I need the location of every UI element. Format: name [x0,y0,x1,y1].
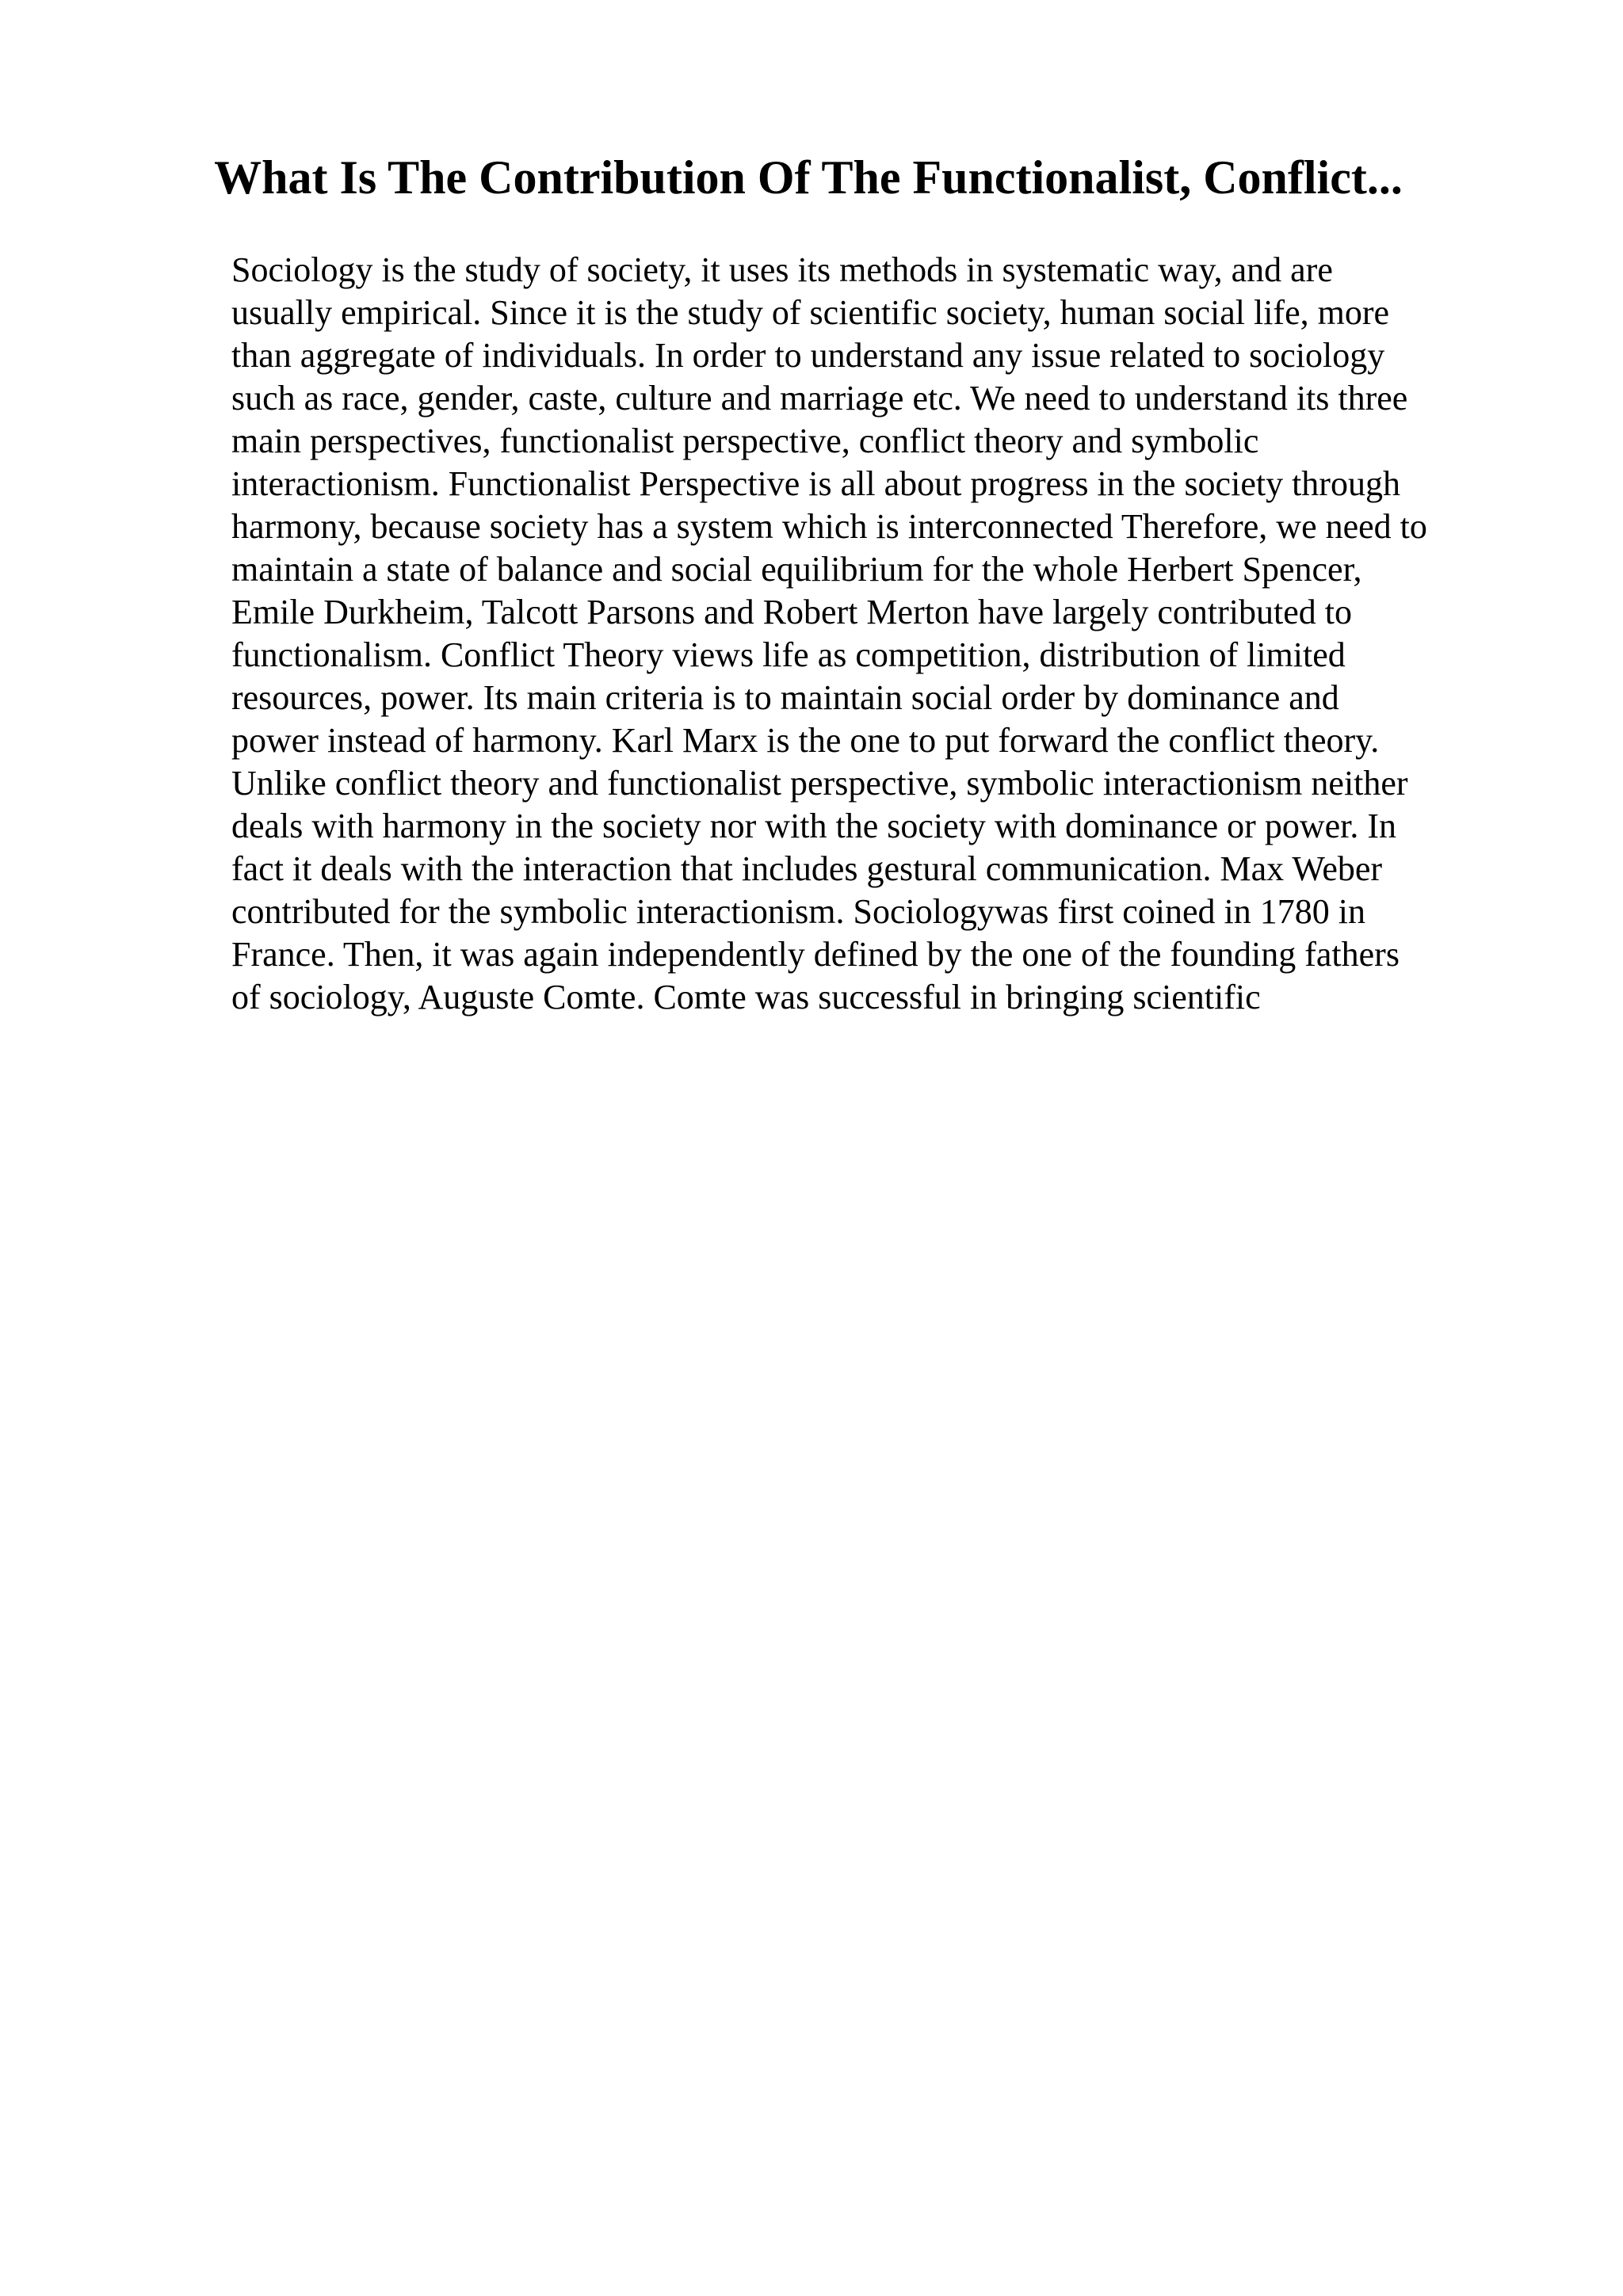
document-title: What Is The Contribution Of The Functionalist, Conflict... [214,151,1403,204]
body-line: deals with harmony in the society nor with the society with dominance or power. In [231,807,1397,845]
body-line: Unlike conflict theory and functionalist perspective, symbolic interactionism neither [231,764,1408,803]
body-line: power instead of harmony. Karl Marx is the one to put forward the conflict theory. [231,721,1380,760]
document-body [231,249,1515,1019]
body-line: usually empirical. Since it is the study of scientific society, human social life, more [231,293,1390,332]
body-line: such as race, gender, caste, culture and marriage etc. We need to understand its three [231,379,1408,418]
body-line: main perspectives, functionalist perspective, conflict theory and symbolic [231,421,1259,460]
body-line: harmony, because society has a system which is interconnected Therefore, we need to [231,507,1427,546]
body-line: contributed for the symbolic interactionism. Sociologywas first coined in 1780 in [231,892,1365,931]
body-line: Sociology is the study of society, it uses its methods in systematic way, and are [231,250,1333,289]
body-line: resources, power. Its main criteria is to maintain social order by dominance and [231,678,1339,717]
body-line: maintain a state of balance and social equilibrium for the whole Herbert Spencer, [231,550,1362,589]
body-line: functionalism. Conflict Theory views life as competition, distribution of limited [231,635,1346,674]
body-line: Emile Durkheim, Talcott Parsons and Robert Merton have largely contributed to [231,593,1352,631]
body-line: France. Then, it was again independently defined by the one of the founding fathers [231,935,1400,974]
body-line: fact it deals with the interaction that includes gestural communication. Max Weber [231,849,1383,888]
body-line: interactionism. Functionalist Perspective is all about progress in the society through [231,464,1400,503]
body-line: than aggregate of individuals. In order to understand any issue related to sociology [231,336,1385,375]
body-line: of sociology, Auguste Comte. Comte was successful in bringing scientific [231,978,1261,1016]
